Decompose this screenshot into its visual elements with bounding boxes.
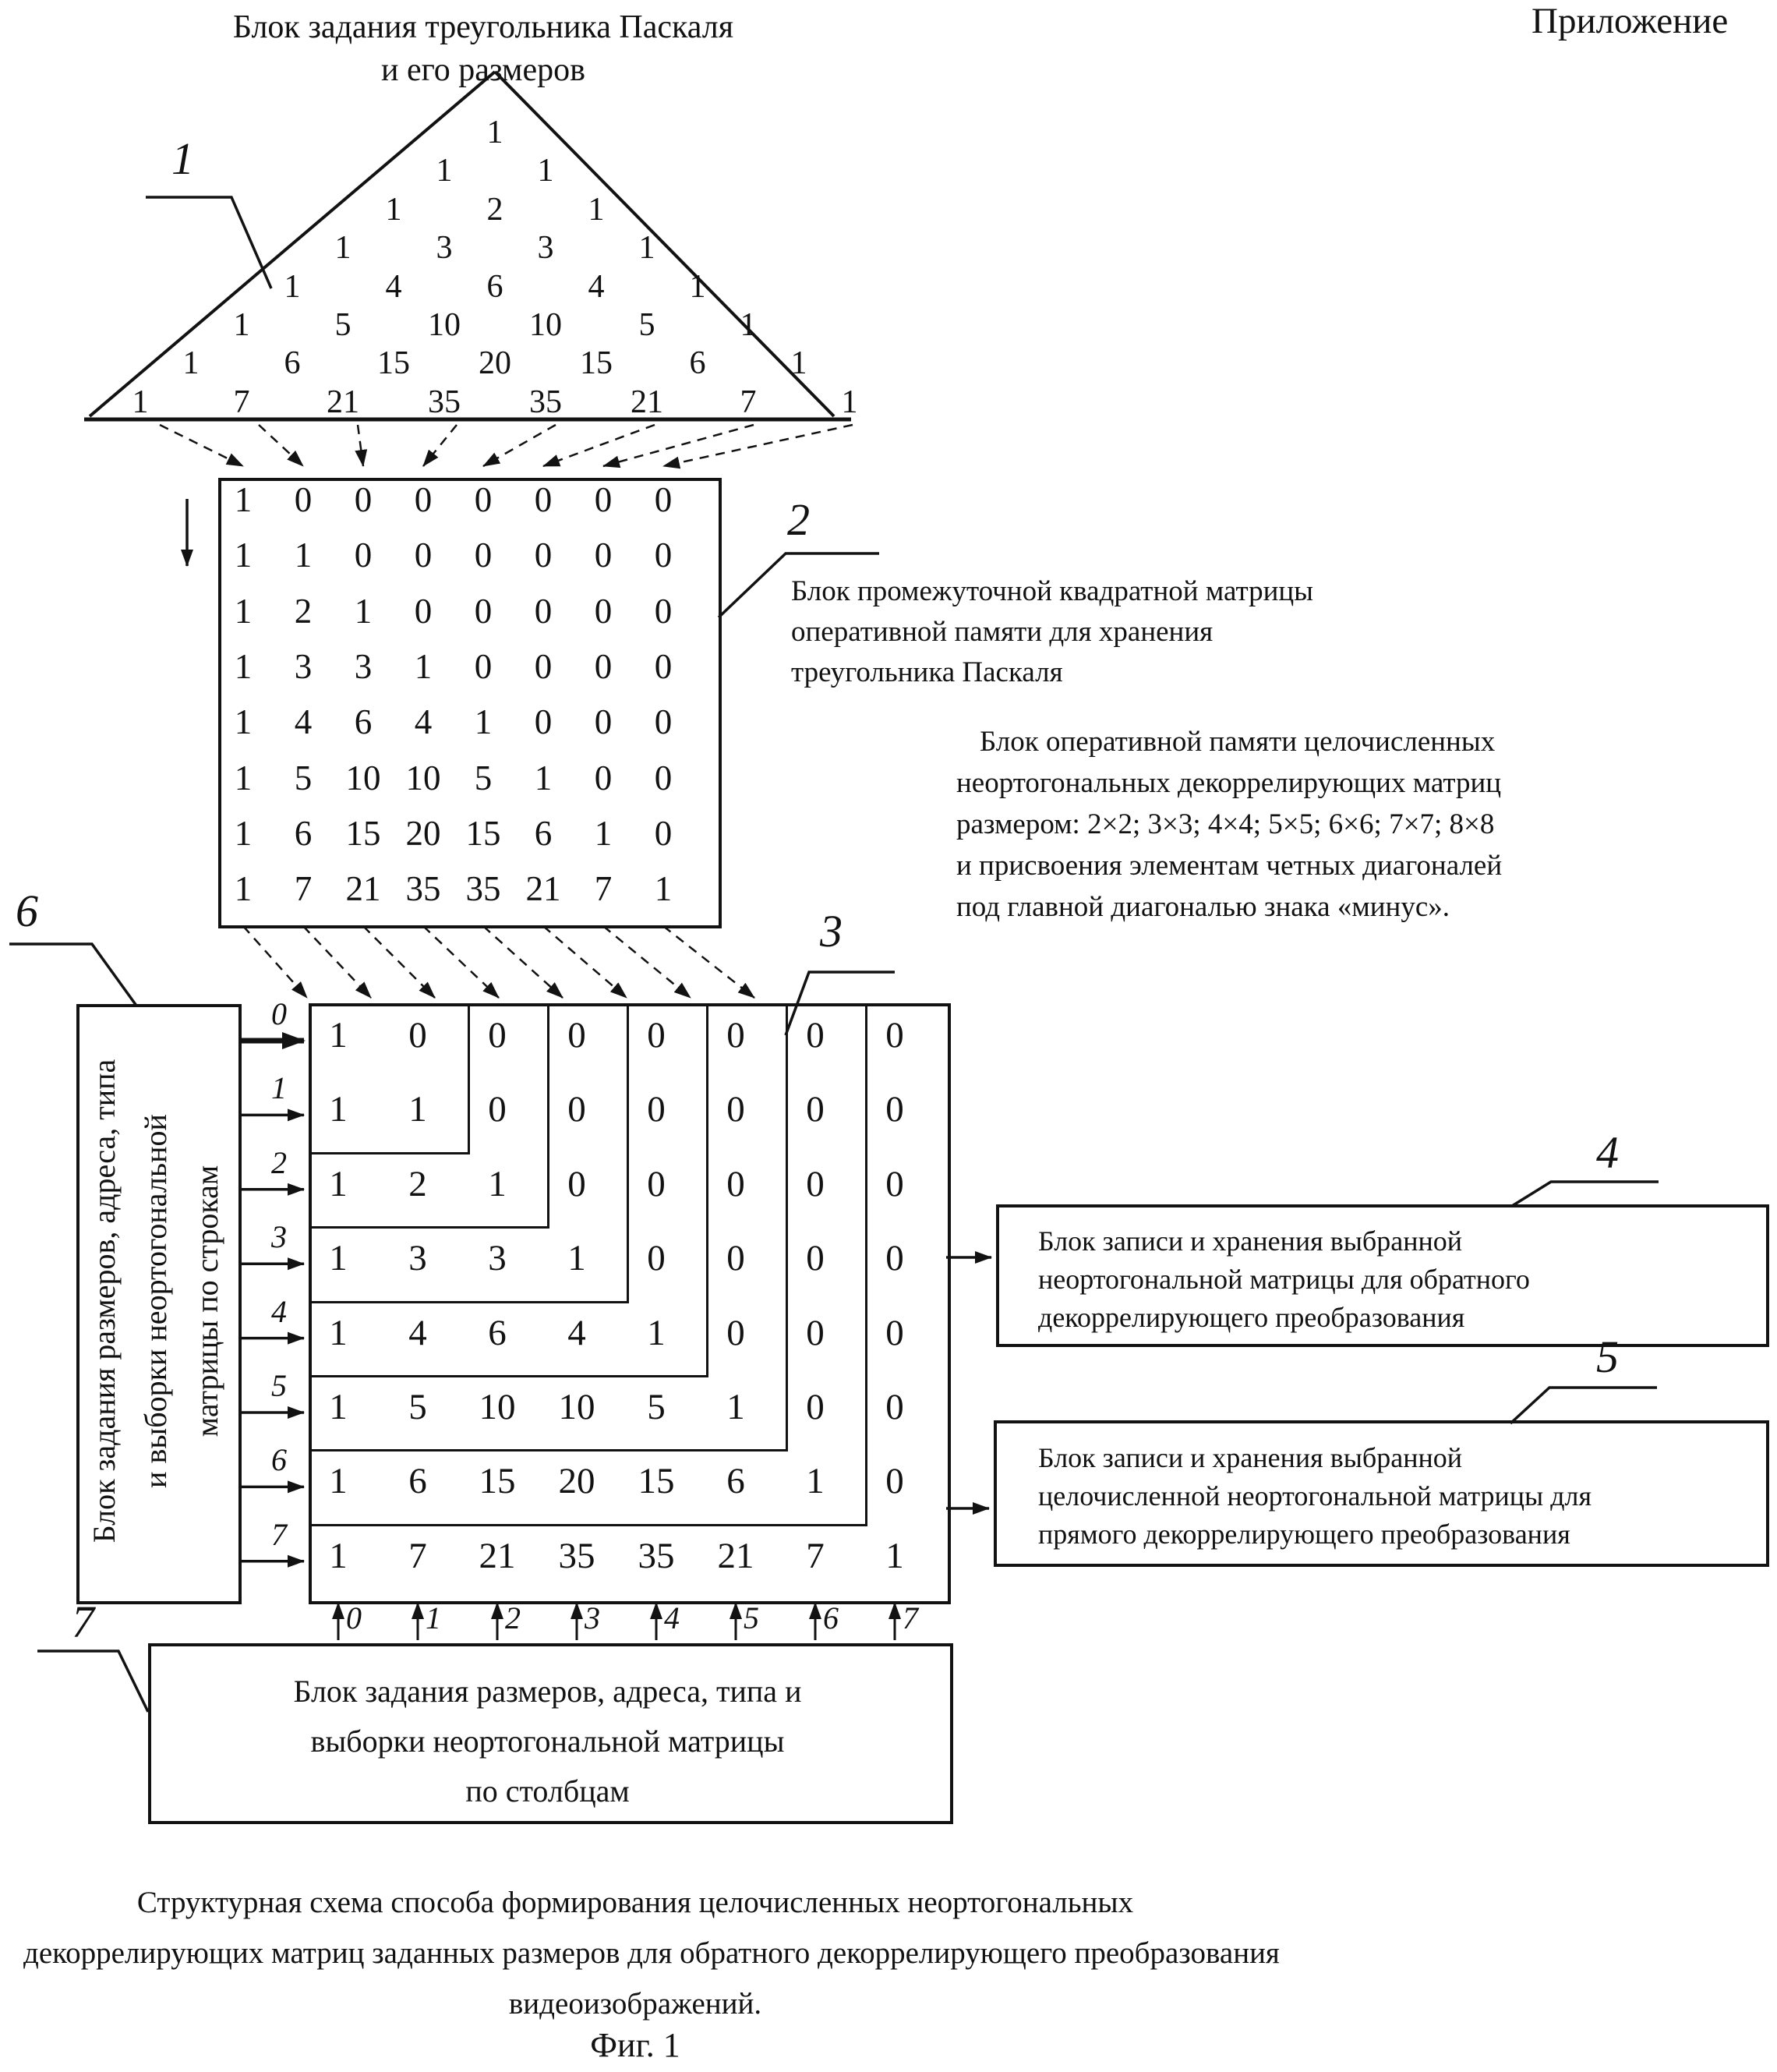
pascal-triangle-number: 1 <box>436 153 453 189</box>
pascal-block-title-line2: и его размеров <box>381 52 585 88</box>
dashed-arrow-triangle-to-matrix2 <box>543 425 655 466</box>
matrix2-cell: 0 <box>594 702 613 742</box>
matrix2-cell: 0 <box>414 480 433 519</box>
matrix2-cell: 0 <box>474 480 493 519</box>
row-index-label: 6 <box>271 1442 287 1478</box>
matrix3-cell: 1 <box>488 1163 507 1204</box>
matrix2-cell: 1 <box>294 536 313 575</box>
matrix2-cell: 0 <box>294 480 313 519</box>
row-index-label: 2 <box>271 1144 287 1180</box>
matrix3-cell: 2 <box>408 1163 427 1204</box>
matrix3-cell: 0 <box>647 1089 666 1130</box>
leader-line-5 <box>1510 1388 1657 1423</box>
matrix3-cell: 0 <box>806 1387 825 1427</box>
pascal-block-title <box>70 6 896 92</box>
matrix3-cell: 5 <box>408 1387 427 1427</box>
matrix3-cell: 1 <box>329 1387 348 1427</box>
pascal-triangle-number: 1 <box>486 115 503 150</box>
matrix2-cell: 5 <box>294 758 313 797</box>
matrix3-cell: 0 <box>885 1312 904 1353</box>
pascal-triangle-number: 10 <box>529 307 562 343</box>
col-index-label: 3 <box>585 1600 600 1635</box>
matrix3-cell: 6 <box>408 1461 427 1502</box>
pascal-block-title-line1: Блок задания треугольника Паскаля <box>232 9 734 45</box>
block4-text: Блок записи и хранения выбранной <box>1038 1225 1463 1257</box>
matrix3-cell: 7 <box>806 1535 825 1576</box>
dashed-arrow-triangle-to-matrix2 <box>160 425 243 466</box>
pascal-triangle-number: 5 <box>638 307 655 343</box>
pascal-triangle-number: 1 <box>740 307 757 343</box>
pascal-triangle-number: 1 <box>182 345 200 382</box>
matrix2-cell: 0 <box>474 646 493 686</box>
matrix3-cell: 35 <box>638 1535 675 1576</box>
block5-text: Блок записи и хранения выбранной <box>1038 1442 1463 1473</box>
dashed-arrow-matrix2-to-matrix3 <box>663 926 754 998</box>
matrix3-cell: 1 <box>885 1535 904 1576</box>
matrix2-cell: 3 <box>294 646 313 686</box>
row-index-label: 1 <box>271 1070 287 1106</box>
matrix2-cell: 4 <box>294 702 313 742</box>
matrix2-cell: 0 <box>534 702 553 742</box>
matrix3-cell: 1 <box>329 1461 348 1502</box>
matrix3-cell: 1 <box>647 1312 666 1353</box>
matrix2-description: Блок промежуточной квадратной матрицы <box>791 575 1314 607</box>
pascal-triangle-number: 1 <box>537 153 554 189</box>
matrix2-cell: 0 <box>654 536 673 575</box>
col-index-label: 0 <box>346 1600 362 1635</box>
matrix2-cell: 7 <box>594 869 613 909</box>
pascal-triangle-number: 21 <box>631 384 663 420</box>
block5-text: целочисленной неортогональной матрицы для <box>1038 1480 1592 1512</box>
matrix3-cell: 0 <box>726 1089 745 1130</box>
pascal-triangle-number: 1 <box>588 191 605 228</box>
matrix3-cell: 0 <box>885 1461 904 1502</box>
matrix3-cell: 0 <box>806 1238 825 1279</box>
matrix3-cell: 1 <box>329 1015 348 1055</box>
matrix2-cell: 0 <box>534 480 553 519</box>
memory-block-note: Блок оперативной памяти целочисленных <box>980 726 1496 758</box>
matrix3-cell: 0 <box>567 1163 586 1204</box>
col-index-label: 2 <box>505 1600 521 1635</box>
matrix2-cell: 0 <box>594 480 613 519</box>
matrix2-cell: 1 <box>234 536 253 575</box>
row-index-label: 3 <box>271 1219 287 1255</box>
matrix2-cell: 0 <box>594 591 613 631</box>
matrix3-cell: 10 <box>558 1387 595 1427</box>
figure-caption-line: Структурная схема способа формирования целочисленных неортогональных <box>136 1886 1134 1919</box>
matrix3-cell: 7 <box>408 1535 427 1576</box>
pascal-triangle-number: 15 <box>377 345 410 382</box>
matrix3-cell: 0 <box>726 1312 745 1353</box>
col-index-label: 4 <box>664 1600 680 1635</box>
matrix3-cell: 1 <box>329 1535 348 1576</box>
matrix2-cell: 0 <box>534 646 553 686</box>
matrix3-cell: 0 <box>726 1238 745 1279</box>
pascal-triangle-number: 1 <box>385 191 402 228</box>
matrix3-cell: 1 <box>329 1238 348 1279</box>
dashed-arrow-triangle-to-matrix2 <box>358 425 363 466</box>
matrix2-cell: 6 <box>354 702 373 742</box>
pascal-triangle-number: 4 <box>588 268 605 305</box>
matrix3-cell: 0 <box>806 1312 825 1353</box>
pascal-triangle-number: 1 <box>689 268 706 305</box>
matrix3-cell: 0 <box>647 1238 666 1279</box>
pascal-triangle-number: 35 <box>529 384 562 420</box>
matrix2-cell: 1 <box>474 702 493 742</box>
matrix3-cell: 0 <box>806 1015 825 1055</box>
matrix3-cell: 5 <box>647 1387 666 1427</box>
matrix3-cell: 0 <box>408 1015 427 1055</box>
pascal-triangle-number: 1 <box>284 268 301 305</box>
matrix3-cell: 3 <box>488 1238 507 1279</box>
matrix2-cell: 0 <box>594 758 613 797</box>
matrix2-cell: 10 <box>405 758 441 797</box>
figure-number: Фиг. 1 <box>590 2026 680 2064</box>
row-index-label: 0 <box>271 996 287 1031</box>
matrix2-cell: 1 <box>234 758 253 797</box>
matrix2-cell: 21 <box>525 869 561 909</box>
dashed-arrow-triangle-to-matrix2 <box>663 425 853 466</box>
matrix2-cell: 0 <box>654 813 673 853</box>
pascal-triangle-number: 7 <box>740 384 757 420</box>
matrix3-cell: 1 <box>408 1089 427 1130</box>
ref-label-2: 2 <box>787 494 810 545</box>
pascal-triangle-number: 1 <box>233 307 250 343</box>
row-select-text-line: матрицы по строкам <box>189 1165 224 1437</box>
memory-block-note: неортогональных декоррелирующих матриц <box>956 767 1502 799</box>
pascal-triangle-number: 1 <box>841 384 858 420</box>
ref-label-3: 3 <box>820 906 843 956</box>
matrix2-cell: 2 <box>294 591 313 631</box>
annex-label: Приложение <box>1531 1 1729 41</box>
ref-label-4: 4 <box>1596 1127 1619 1178</box>
matrix2-cell: 1 <box>234 813 253 853</box>
figure-caption-line: видеоизображений. <box>508 1987 762 2021</box>
matrix2-description: оперативной памяти для хранения <box>791 616 1214 648</box>
pascal-triangle-number: 20 <box>479 345 511 382</box>
matrix3-cell: 0 <box>885 1015 904 1055</box>
matrix2-cell: 1 <box>354 591 373 631</box>
col-select-text: Блок задания размеров, адреса, типа и <box>293 1674 802 1709</box>
block5-text: прямого декоррелирующего преобразования <box>1038 1519 1570 1550</box>
pascal-triangle-number: 21 <box>327 384 359 420</box>
matrix3-cell: 0 <box>885 1163 904 1204</box>
matrix3-cell: 15 <box>638 1461 675 1502</box>
matrix3-cell: 10 <box>479 1387 516 1427</box>
matrix3-cell: 1 <box>726 1387 745 1427</box>
matrix3-cell: 15 <box>479 1461 516 1502</box>
matrix2-cell: 0 <box>594 646 613 686</box>
dashed-arrow-triangle-to-matrix2 <box>259 425 303 466</box>
matrix3-cell: 1 <box>329 1312 348 1353</box>
pascal-triangle-number: 6 <box>284 345 301 382</box>
matrix2-cell: 35 <box>405 869 441 909</box>
dashed-arrow-matrix2-to-matrix3 <box>483 926 563 998</box>
leader-line-7 <box>37 1651 148 1712</box>
matrix3-cell: 0 <box>806 1163 825 1204</box>
matrix3-cell: 0 <box>647 1163 666 1204</box>
memory-block-note: размером: 2×2; 3×3; 4×4; 5×5; 6×6; 7×7; 8×8 <box>956 808 1495 840</box>
row-select-text <box>76 1004 235 1598</box>
matrix2-cell: 0 <box>414 591 433 631</box>
dashed-arrow-matrix2-to-matrix3 <box>303 926 371 998</box>
block4-text: неортогональной матрицы для обратного <box>1038 1264 1530 1295</box>
matrix3-cell: 21 <box>479 1535 516 1576</box>
matrix2-cell: 6 <box>294 813 313 853</box>
matrix2-cell: 0 <box>534 536 553 575</box>
ref-label-5: 5 <box>1596 1331 1619 1382</box>
matrix3-cell: 1 <box>567 1238 586 1279</box>
matrix3-cell: 0 <box>885 1387 904 1427</box>
dashed-arrow-matrix2-to-matrix3 <box>363 926 435 998</box>
matrix3-cell: 0 <box>806 1089 825 1130</box>
pascal-triangle-number: 3 <box>537 230 554 267</box>
pascal-triangle-number: 7 <box>233 384 250 420</box>
matrix2-cell: 0 <box>474 591 493 631</box>
matrix3-cell: 3 <box>408 1238 427 1279</box>
matrix3-cell: 0 <box>488 1015 507 1055</box>
matrix2-cell: 15 <box>345 813 381 853</box>
matrix3-cell: 6 <box>488 1312 507 1353</box>
pascal-triangle-number: 4 <box>385 268 402 305</box>
row-index-label: 4 <box>271 1293 287 1329</box>
leader-line-4 <box>1512 1182 1659 1206</box>
dashed-arrow-triangle-to-matrix2 <box>603 425 754 466</box>
matrix2-cell: 6 <box>534 813 553 853</box>
pascal-triangle-number: 5 <box>334 307 352 343</box>
pascal-triangle-number: 35 <box>428 384 461 420</box>
row-select-text-line: Блок задания размеров, адреса, типа <box>87 1059 122 1543</box>
matrix2-cell: 0 <box>654 591 673 631</box>
matrix2-cell: 21 <box>345 869 381 909</box>
matrix2-cell: 20 <box>405 813 441 853</box>
matrix2-cell: 1 <box>234 480 253 519</box>
leader-line-1 <box>146 197 271 288</box>
matrix3-cell: 0 <box>885 1089 904 1130</box>
leader-line-6 <box>9 944 136 1006</box>
row-select-text-line: и выборки неортогональной <box>138 1114 173 1488</box>
matrix2-cell: 1 <box>594 813 613 853</box>
matrix2-cell: 0 <box>654 702 673 742</box>
pascal-triangle-number: 1 <box>334 230 352 267</box>
matrix2-cell: 0 <box>594 536 613 575</box>
matrix3-cell: 35 <box>558 1535 595 1576</box>
pascal-triangle-number: 10 <box>428 307 461 343</box>
matrix3-cell: 0 <box>567 1089 586 1130</box>
matrix3-cell: 1 <box>806 1461 825 1502</box>
pascal-triangle-number: 3 <box>436 230 453 267</box>
matrix2-cell: 1 <box>654 869 673 909</box>
row-index-label: 5 <box>271 1368 287 1403</box>
pascal-triangle-number: 1 <box>638 230 655 267</box>
matrix2-cell: 35 <box>465 869 501 909</box>
pascal-triangle-number: 1 <box>132 384 149 420</box>
memory-block-note: и присвоения элементам четных диагоналей <box>956 850 1503 882</box>
col-select-text: по столбцам <box>465 1773 630 1809</box>
matrix2-cell: 1 <box>234 869 253 909</box>
ref-label-7: 7 <box>72 1596 94 1647</box>
ref-label-1: 1 <box>171 133 194 184</box>
matrix2-cell: 1 <box>234 646 253 686</box>
dashed-arrow-triangle-to-matrix2 <box>423 425 457 466</box>
figure-caption-line: декоррелирующих матриц заданных размеров для обратного декоррелирующего преобразования <box>23 1936 1280 1970</box>
pascal-triangle-number: 1 <box>790 345 807 382</box>
col-index-label: 1 <box>426 1600 441 1635</box>
col-index-label: 7 <box>903 1600 918 1635</box>
matrix3-cell: 0 <box>726 1163 745 1204</box>
matrix2-cell: 0 <box>354 480 373 519</box>
matrix3-cell: 0 <box>488 1089 507 1130</box>
matrix3-cell: 1 <box>329 1163 348 1204</box>
block4-text: декоррелирующего преобразования <box>1038 1302 1465 1333</box>
matrix3-cell: 4 <box>408 1312 427 1353</box>
matrix2-cell: 0 <box>654 758 673 797</box>
matrix3-cell: 0 <box>647 1015 666 1055</box>
matrix3-cell: 20 <box>558 1461 595 1502</box>
pascal-triangle-number: 15 <box>580 345 613 382</box>
dashed-arrow-matrix2-to-matrix3 <box>243 926 307 998</box>
matrix2-cell: 1 <box>414 646 433 686</box>
memory-block-note: под главной диагональю знака «минус». <box>956 891 1450 923</box>
matrix2-cell: 15 <box>465 813 501 853</box>
matrix2-cell: 1 <box>234 702 253 742</box>
matrix2-cell: 5 <box>474 758 493 797</box>
matrix2-cell: 4 <box>414 702 433 742</box>
pascal-triangle-number: 2 <box>486 191 503 228</box>
matrix2-cell: 1 <box>534 758 553 797</box>
ref-label-6: 6 <box>16 886 38 936</box>
pascal-triangle-number: 6 <box>689 345 706 382</box>
col-select-text: выборки неортогональной матрицы <box>310 1724 785 1759</box>
matrix2-description: треугольника Паскаля <box>791 656 1063 688</box>
matrix2-cell: 0 <box>654 480 673 519</box>
matrix2-cell: 0 <box>534 591 553 631</box>
matrix3-cell: 0 <box>726 1015 745 1055</box>
matrix2-cell: 0 <box>414 536 433 575</box>
pascal-triangle-number: 6 <box>486 268 503 305</box>
dashed-arrow-matrix2-to-matrix3 <box>423 926 499 998</box>
matrix3-cell: 4 <box>567 1312 586 1353</box>
matrix2-cell: 1 <box>234 591 253 631</box>
matrix3-cell: 6 <box>726 1461 745 1502</box>
col-index-label: 5 <box>744 1600 759 1635</box>
dashed-arrow-triangle-to-matrix2 <box>483 425 556 466</box>
col-index-label: 6 <box>823 1600 839 1635</box>
matrix2-cell: 7 <box>294 869 313 909</box>
matrix3-cell: 0 <box>567 1015 586 1055</box>
matrix2-cell: 10 <box>345 758 381 797</box>
matrix2-cell: 0 <box>474 536 493 575</box>
dashed-arrow-matrix2-to-matrix3 <box>543 926 627 998</box>
matrix3-cell: 1 <box>329 1089 348 1130</box>
matrix2-cell: 0 <box>354 536 373 575</box>
row-index-label: 7 <box>271 1516 287 1552</box>
matrix3-cell: 21 <box>717 1535 754 1576</box>
matrix2-cell: 3 <box>354 646 373 686</box>
matrix3-cell: 0 <box>885 1238 904 1279</box>
matrix2-cell: 0 <box>654 646 673 686</box>
